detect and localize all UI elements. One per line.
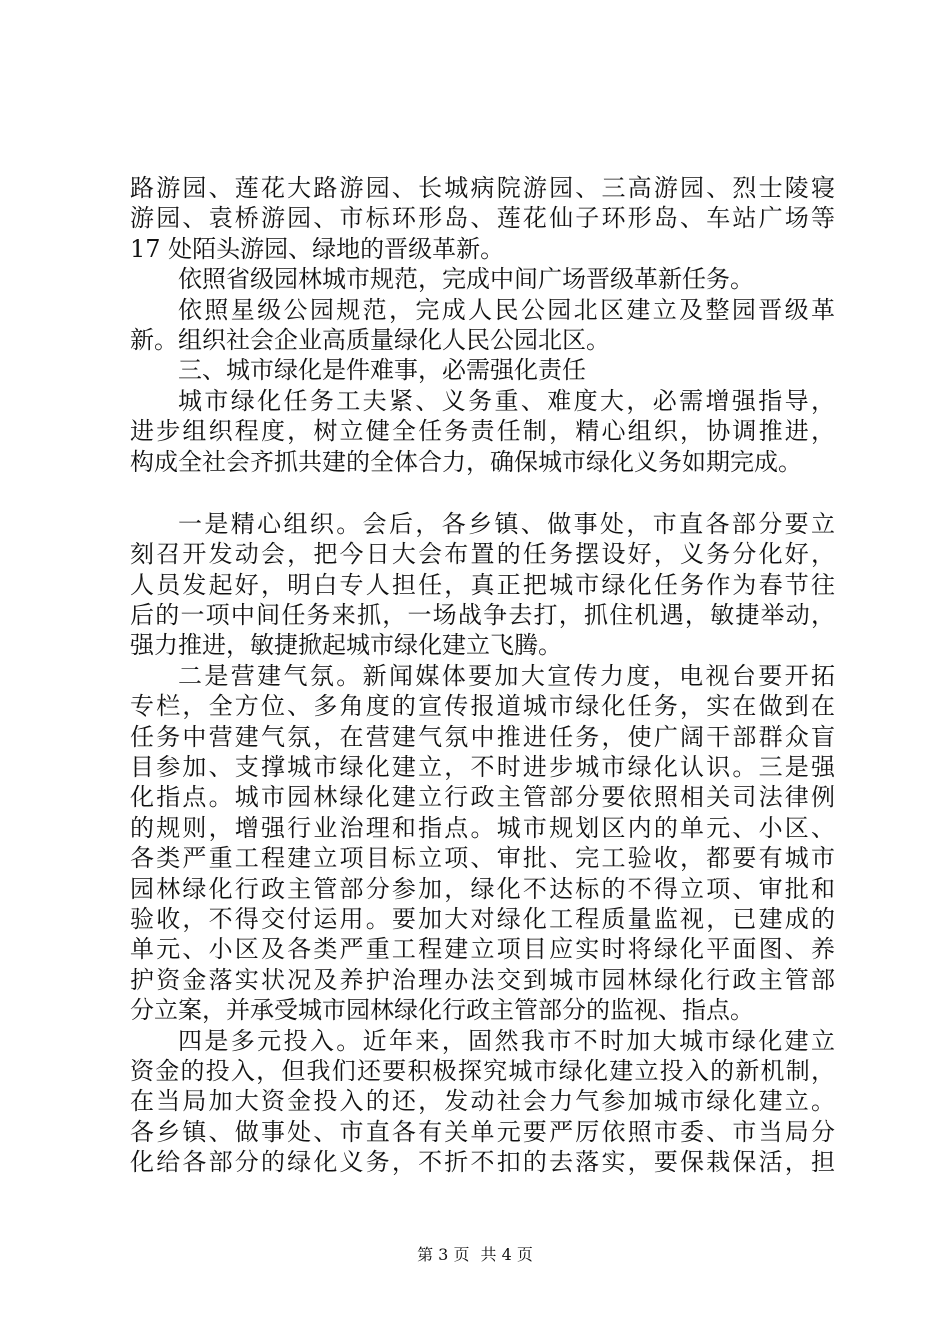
text-line: 新。组织社会企业高质量绿化人民公园北区。	[130, 325, 610, 354]
document-body	[130, 173, 835, 1178]
text-line: 17 处陌头游园、绿地的晋级革新。	[130, 234, 505, 263]
text-line: 强力推进，敏捷掀起城市绿化建立飞腾。	[130, 631, 562, 660]
text-line: 化给各部分的绿化义务，不折不扣的去落实，要保栽保活，担	[130, 1148, 835, 1177]
page-number: 第 3 页	[417, 1245, 470, 1264]
text-line: 任务中营建气氛，在营建气氛中推进任务，使广阔干部群众盲	[130, 722, 835, 751]
page-footer	[0, 1245, 950, 1265]
text-line: 城市绿化任务工夫紧、义务重、难度大，必需增强指导，	[178, 386, 835, 415]
text-line: 进步组织程度，树立健全任务责任制，精心组织，协调推进，	[130, 417, 835, 446]
text-line: 依照星级公园规范，完成人民公园北区建立及整园晋级革	[178, 295, 835, 324]
text-line: 游园、袁桥游园、市标环形岛、莲花仙子环形岛、车站广场等	[130, 204, 835, 233]
text-line: 刻召开发动会，把今日大会布置的任务摆设好，义务分化好，	[130, 540, 835, 569]
text-line: 构成全社会齐抓共建的全体合力，确保城市绿化义务如期完成。	[130, 447, 802, 476]
text-line: 在当局加大资金投入的还，发动社会力气参加城市绿化建立。	[130, 1087, 835, 1116]
text-line: 专栏，全方位、多角度的宣传报道城市绿化任务，实在做到在	[130, 692, 835, 721]
text-line: 人员发起好，明白专人担任，真正把城市绿化任务作为春节往	[130, 570, 835, 599]
text-line: 后的一项中间任务来抓，一场战争去打，抓住机遇，敏捷举动，	[130, 601, 835, 630]
section-heading: 三、城市绿化是件难事，必需强化责任	[178, 356, 586, 385]
paragraph-gap	[130, 477, 835, 509]
text-line: 验收，不得交付运用。要加大对绿化工程质量监视，已建成的	[130, 904, 835, 933]
text-line: 各乡镇、做事处、市直各有关单元要严厉依照市委、市当局分	[130, 1117, 835, 1146]
text-line: 目参加、支撑城市绿化建立，不时进步城市绿化认识。三是强	[130, 753, 835, 782]
text-line: 资金的投入，但我们还要积极探究城市绿化建立投入的新机制，	[130, 1056, 835, 1085]
text-line: 二是营建气氛。新闻媒体要加大宣传力度，电视台要开拓	[178, 661, 835, 690]
text-line: 四是多元投入。近年来，固然我市不时加大城市绿化建立	[178, 1026, 835, 1055]
text-line: 路游园、莲花大路游园、长城病院游园、三高游园、烈士陵寝	[130, 174, 835, 202]
text-line: 分立案，并承受城市园林绿化行政主管部分的监视、指点。	[130, 996, 754, 1025]
text-line: 依照省级园林城市规范，完成中间广场晋级革新任务。	[178, 265, 754, 294]
text-line: 一是精心组织。会后，各乡镇、做事处，市直各部分要立	[178, 509, 835, 538]
page-total: 共 4 页	[480, 1245, 533, 1264]
text-line: 化指点。城市园林绿化建立行政主管部分要依照相关司法律例	[130, 783, 835, 812]
text-line: 的规则，增强行业治理和指点。城市规划区内的单元、小区、	[130, 813, 835, 842]
text-line: 园林绿化行政主管部分参加，绿化不达标的不得立项、审批和	[130, 874, 835, 903]
text-line: 各类严重工程建立项目标立项、审批、完工验收，都要有城市	[130, 844, 835, 873]
text-line: 单元、小区及各类严重工程建立项目应实时将绿化平面图、养	[130, 935, 835, 964]
text-line: 护资金落实状况及养护治理办法交到城市园林绿化行政主管部	[130, 965, 835, 994]
